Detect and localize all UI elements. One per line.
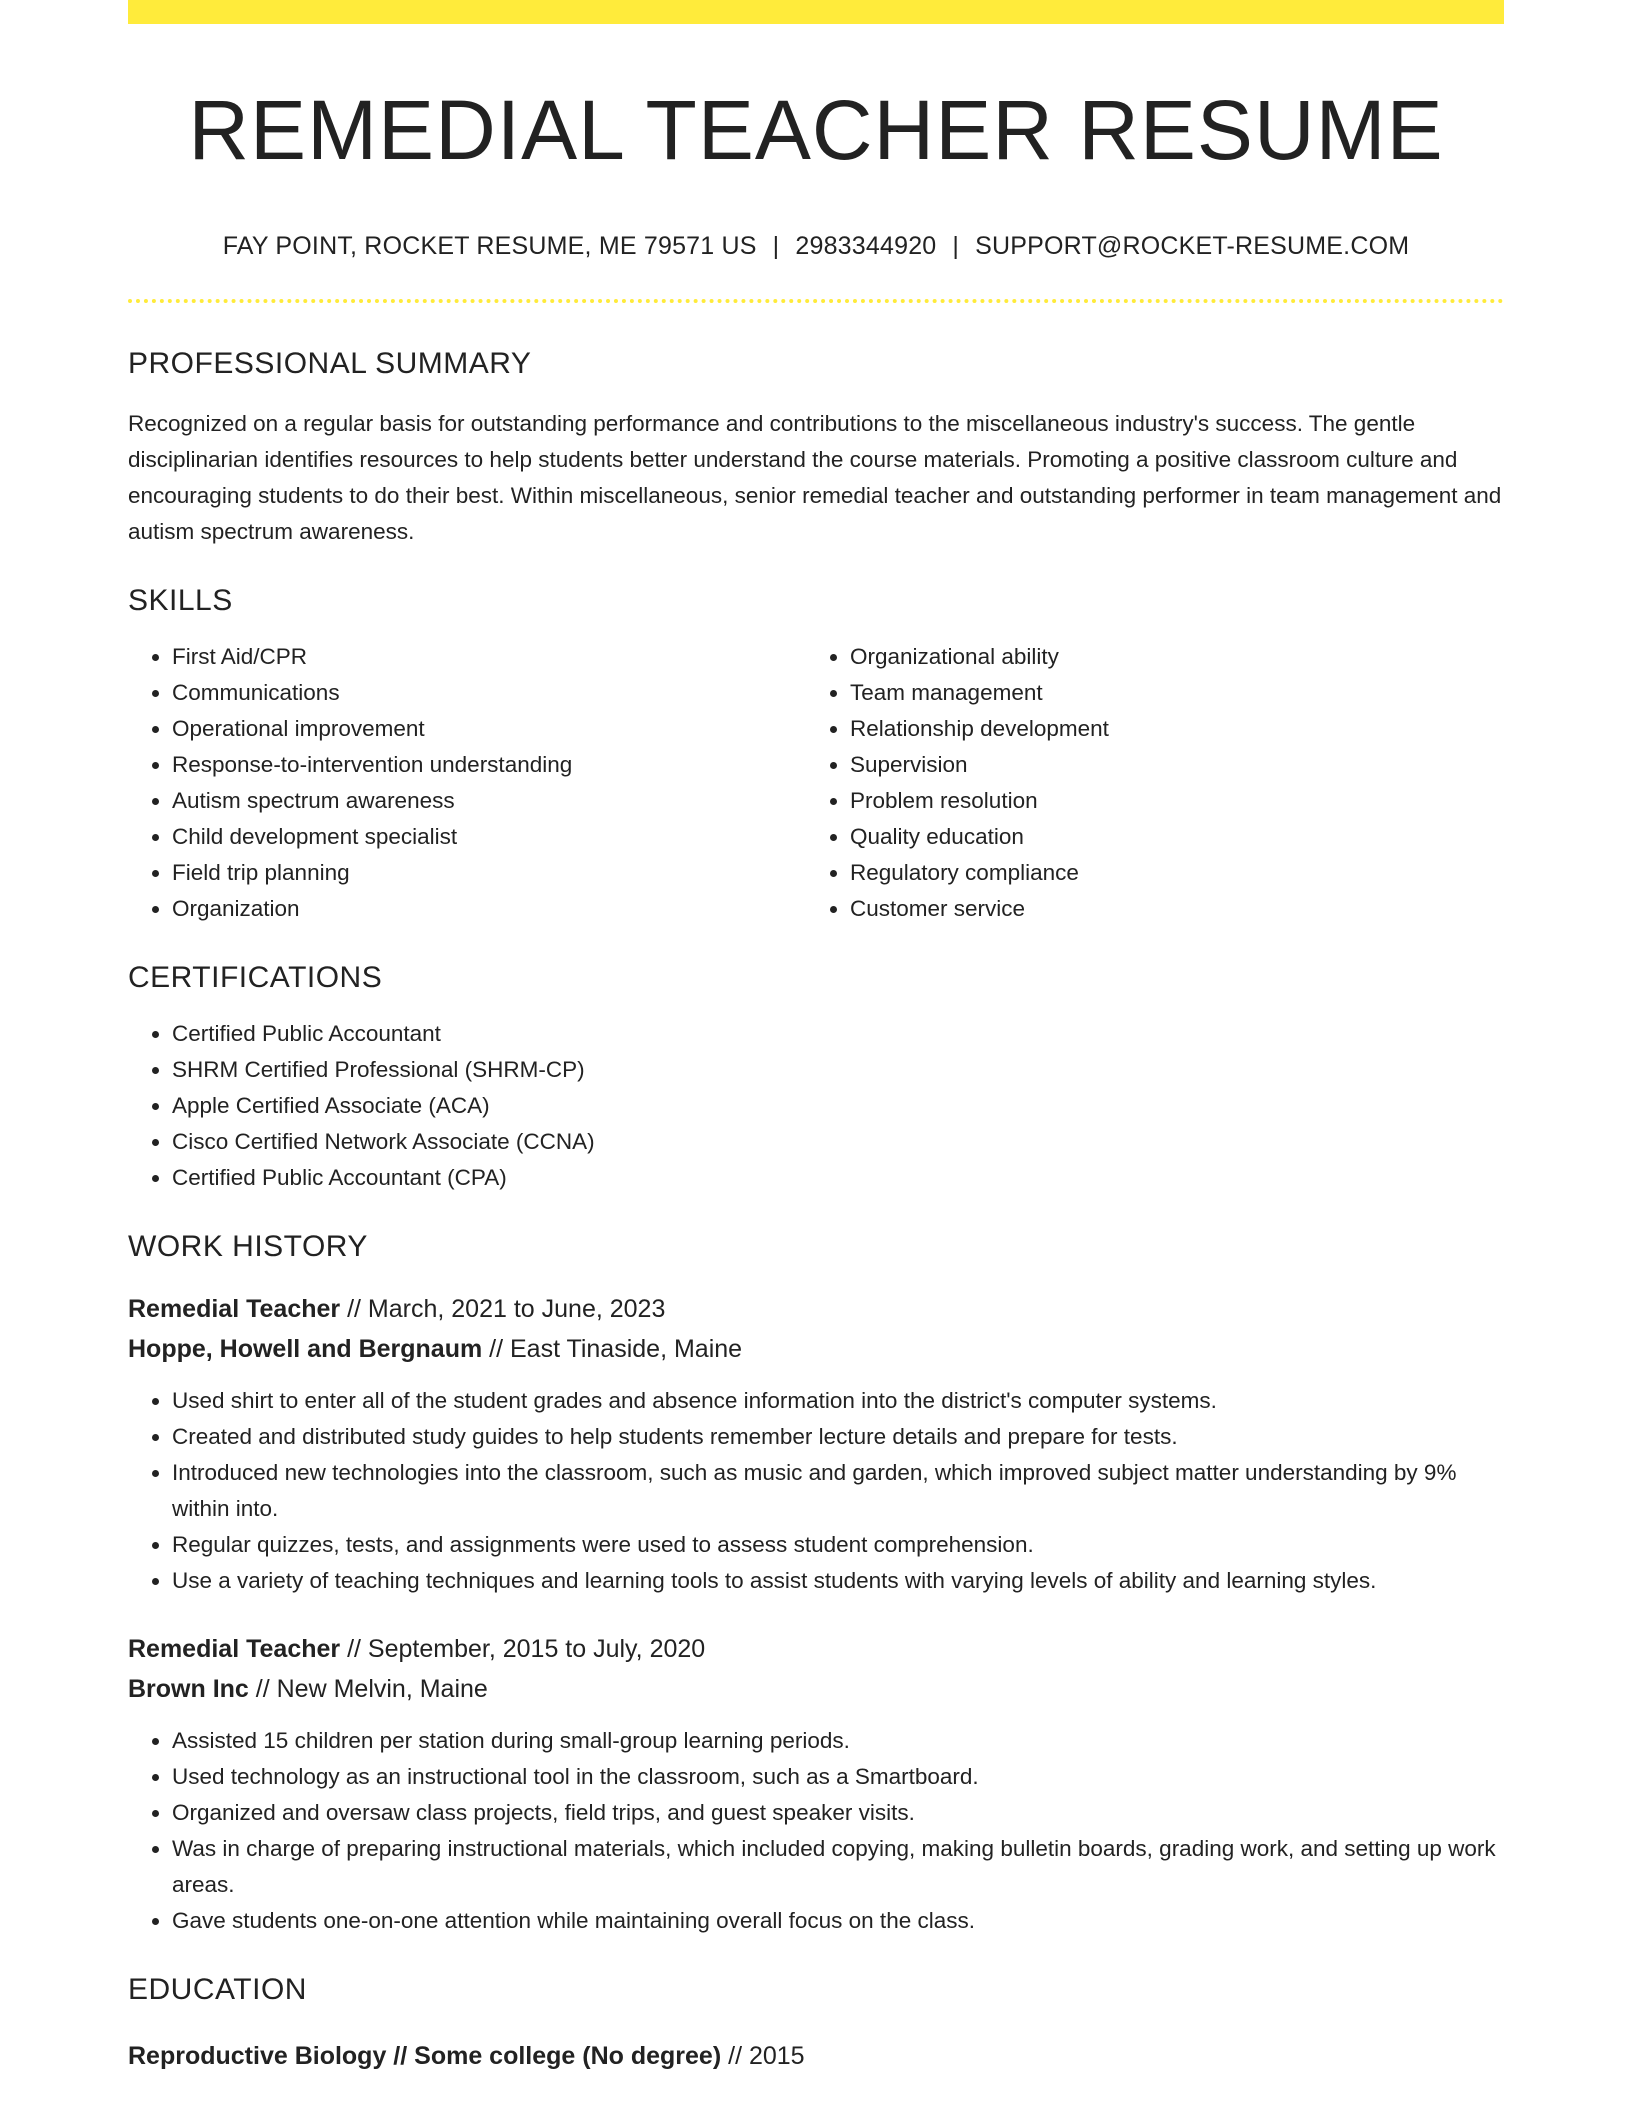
job-company-line [128,1329,1504,1369]
job-dates: // September, 2015 to July, 2020 [340,1635,706,1664]
job-title: Remedial Teacher [128,1635,341,1664]
contact-separator: | [952,232,960,261]
list-item: • Was in charge of preparing instructional materials, which included copying, making bulletin boards, grading work, and setting up work areas. [172,1831,1504,1903]
list-item: • Created and distributed study guides to help students remember lecture details and prepare for tests. [172,1419,1504,1455]
contact-separator: | [772,232,780,261]
contact-phone: 2983344920 [795,232,937,261]
job-company: Hoppe, Howell and Bergnaum [128,1335,483,1364]
job-dates: // March, 2021 to June, 2023 [340,1295,666,1324]
list-item: • Operational improvement [172,711,806,747]
list-item: • Team management [850,675,1484,711]
list-item: • Introduced new technologies into the classroom, such as music and garden, which improved subject matter understanding by 9% within into. [172,1455,1504,1527]
section-certifications [128,961,1504,1196]
list-item: • Regular quizzes, tests, and assignments were used to assess student comprehension. [172,1527,1504,1563]
list-item: • Autism spectrum awareness [172,783,806,819]
contact-line [128,232,1504,261]
list-item: • Regulatory compliance [850,855,1484,891]
list-item: • Organized and oversaw class projects, field trips, and guest speaker visits. [172,1795,1504,1831]
job-title: Remedial Teacher [128,1295,341,1324]
list-item: • First Aid/CPR [172,639,806,675]
section-heading: CERTIFICATIONS [128,961,383,995]
list-item: • Supervision [850,747,1484,783]
dotted-divider [128,299,1504,303]
list-item: • Cisco Certified Network Associate (CCNA) [172,1124,1504,1160]
section-work-history [128,1230,1504,1939]
list-item: • Communications [172,675,806,711]
section-education [128,1973,1504,2076]
skills-list-right [806,639,1484,927]
section-skills [128,584,1504,927]
list-item: • Relationship development [850,711,1484,747]
list-item: • Organization [172,891,806,927]
list-item: • Gave students one-on-one attention while maintaining overall focus on the class. [172,1903,1504,1939]
section-heading: PROFESSIONAL SUMMARY [128,347,532,381]
job-location: // East Tinaside, Maine [482,1335,743,1364]
list-item: • Apple Certified Associate (ACA) [172,1088,1504,1124]
job-company-line [128,1669,1504,1709]
job-bullets [128,1723,1504,1939]
section-heading: SKILLS [128,584,233,618]
accent-top-bar [128,0,1504,24]
section-heading: EDUCATION [128,1973,307,2007]
list-item: • Certified Public Accountant (CPA) [172,1160,1504,1196]
contact-email: SUPPORT@ROCKET-RESUME.COM [975,232,1410,261]
job-title-line [128,1289,1504,1329]
list-item: • Field trip planning [172,855,806,891]
resume-title: REMEDIAL TEACHER RESUME [188,83,1444,177]
education-entry [128,2036,1504,2076]
list-item: • SHRM Certified Professional (SHRM-CP) [172,1052,1504,1088]
list-item: • Certified Public Accountant [172,1016,1504,1052]
education-degree: Reproductive Biology // Some college (No degree) [128,2042,722,2071]
list-item: • Use a variety of teaching techniques and learning tools to assist students with varying levels of ability and learning styles. [172,1563,1504,1599]
job-title-line [128,1629,1504,1669]
list-item: • Organizational ability [850,639,1484,675]
resume-page [128,0,1504,2076]
job-company: Brown Inc [128,1675,249,1704]
list-item: • Used shirt to enter all of the student grades and absence information into the district's computer systems. [172,1383,1504,1419]
list-item: • Used technology as an instructional tool in the classroom, such as a Smartboard. [172,1759,1504,1795]
summary-text: Recognized on a regular basis for outstanding performance and contributions to the miscellaneous industry's success. The gentle disciplinarian identifies resources to help students better understand the course materials. Promoting a positive classroom culture and encouraging students to do their best. Within miscellaneous, senior remedial teacher and outstanding performer in team management and autism spectrum awareness. [128,411,1502,545]
list-item: • Quality education [850,819,1484,855]
skills-columns [128,617,1504,927]
contact-address: FAY POINT, ROCKET RESUME, ME 79571 US [222,232,757,261]
list-item: • Response-to-intervention understanding [172,747,806,783]
certifications-list [128,1016,1504,1196]
list-item: • Customer service [850,891,1484,927]
list-item: • Problem resolution [850,783,1484,819]
section-summary [128,347,1504,550]
section-heading: WORK HISTORY [128,1230,368,1264]
skills-list-left [128,639,806,927]
list-item: • Child development specialist [172,819,806,855]
job-location: // New Melvin, Maine [248,1675,488,1704]
job-bullets [128,1383,1504,1599]
list-item: • Assisted 15 children per station during small-group learning periods. [172,1723,1504,1759]
education-year: // 2015 [721,2042,805,2071]
